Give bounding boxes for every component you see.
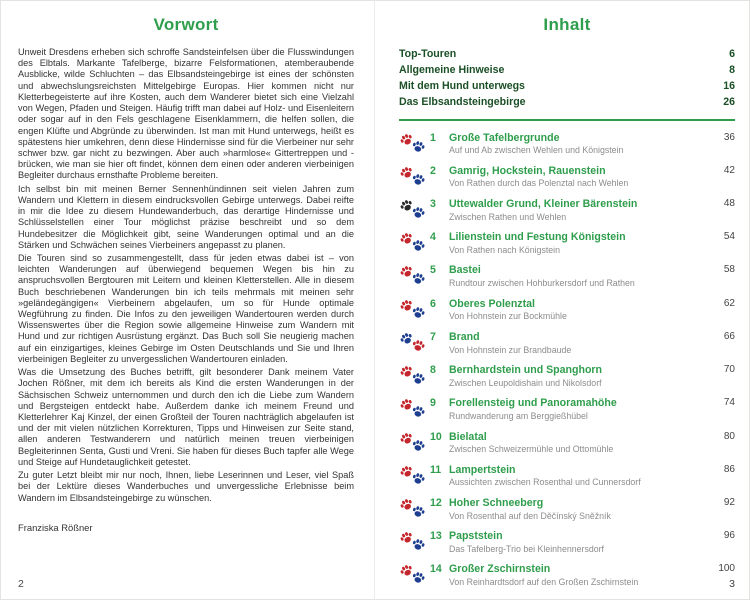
tour-subtitle: Auf und Ab zwischen Wehlen und Königstein — [449, 145, 624, 156]
tour-subtitle: Von Hohnstein zur Bockmühle — [449, 311, 567, 322]
toc-entry-das-elbsandsteingebirge[interactable] — [399, 95, 735, 111]
paw-icon — [410, 404, 426, 420]
tour-subtitle: Das Tafelberg-Trio bei Kleinhennersdorf — [449, 543, 605, 554]
vorwort-paragraph: Was die Umsetzung des Buches betrifft, gilt besonderer Dank meinem Vater Jochen Rößner, mit dem ich bereits als Kind die ersten Wanderungen in der Sächsischen Schweiz unternommen und durch den ich die Liebe zum Wandern und Bergsteigen entdeckt habe. Außerdem danke ich meinem Freund und Kletterlehrer Kaj Kinzel, der einen Großteil der Touren nachträglich abgelaufen ist und der mit vielen nützlichen Korrekturen, Tipps und Hinweisen zur Seite stand, allen anderen Testwanderern und natürlich meinen treuen vierbeinigen Begleiterinnen Senta, Gusti und Vreni. Sie haben für dieses Buch tapfer alle Wege und Steige auf Hundetauglichkeit getestet. — [18, 367, 354, 467]
difficulty-paw-icons — [399, 563, 430, 586]
tour-title: Bernhardstein und Spanghorn — [449, 364, 603, 377]
paw-icon — [410, 171, 426, 187]
toc-tour-item-2[interactable] — [399, 165, 735, 189]
tour-title: Papststein — [449, 530, 503, 543]
paw-icon — [410, 503, 426, 519]
page-number-right: 3 — [729, 578, 735, 590]
toc-entry-top-touren[interactable] — [399, 47, 735, 63]
toc-tour-item-7[interactable] — [399, 331, 735, 355]
toc-tour-item-14[interactable] — [399, 563, 735, 587]
toc-tour-item-10[interactable] — [399, 431, 735, 455]
difficulty-paw-icons — [399, 497, 430, 520]
vorwort-paragraph: Zu guter Letzt bleibt mir nur noch, Ihnen, liebe Leserinnen und Leser, viel Spaß bei der Lektüre dieses Wanderbuches und unvergessliche Erlebnisse beim Wandern im Elbsandsteingebirge zu wünschen. — [18, 470, 354, 503]
paw-icon — [410, 238, 426, 254]
toc-tour-item-12[interactable] — [399, 497, 735, 521]
tour-subtitle: Aussichten zwischen Rosenthal und Cunnersdorf — [449, 477, 641, 488]
paw-icon — [410, 570, 426, 586]
difficulty-paw-icons — [399, 264, 430, 287]
tour-number: 10 — [430, 430, 442, 443]
toc-entry-page: 8 — [729, 63, 735, 76]
tour-subtitle: Rundwanderung am Berggießhübel — [449, 410, 588, 421]
toc-entry-page: 26 — [723, 95, 735, 108]
toc-tour-item-4[interactable] — [399, 231, 735, 255]
tour-page-number: 86 — [723, 463, 735, 475]
vorwort-paragraph: Ich selbst bin mit meinen Berner Sennenhündinnen seit vielen Jahren zum Wandern und Klettern in diesem eindrucksvollen Gebirge unterwegs. Dabei reifte in mir die Idee zu diesem Hundewanderbuch, das derartige Hindernisse und Schlüsselstellen einer Tour möglichst präzise beschreibt und so dem Hundebesitzer die Möglichkeit gibt, seine Wanderungen optimal und an die Stärken und Schwächen seines Vierbeiners angepasst zu planen. — [18, 183, 354, 250]
tour-page-number: 70 — [723, 364, 735, 376]
tour-title: Bastei — [449, 264, 481, 277]
page-inhalt — [375, 0, 750, 600]
difficulty-paw-icons — [399, 231, 430, 254]
toc-tour-item-9[interactable] — [399, 397, 735, 421]
tour-number: 4 — [430, 231, 436, 244]
tour-subtitle: Von Rathen durch das Polenztal nach Wehlen — [449, 178, 629, 189]
difficulty-paw-icons — [399, 431, 430, 454]
difficulty-paw-icons — [399, 198, 430, 221]
paw-icon — [410, 437, 426, 453]
vorwort-title: Vorwort — [153, 15, 219, 34]
paw-icon — [410, 271, 426, 287]
tour-page-number: 62 — [723, 297, 735, 309]
tour-title: Große Tafelbergrunde — [449, 131, 560, 144]
tour-page-number: 80 — [723, 430, 735, 442]
paw-icon — [410, 371, 426, 387]
toc-tour-item-8[interactable] — [399, 364, 735, 388]
vorwort-body — [18, 47, 354, 504]
tour-page-number: 100 — [718, 563, 735, 575]
tour-subtitle: Zwischen Schweizermühle und Ottomühle — [449, 444, 614, 455]
tour-title: Hoher Schneeberg — [449, 496, 544, 509]
paw-icon — [410, 470, 426, 486]
tour-title: Brand — [449, 330, 480, 343]
tour-number: 3 — [430, 198, 436, 210]
green-divider — [399, 119, 735, 121]
author-signature: Franziska Rößner — [18, 521, 93, 533]
paw-icon — [410, 337, 426, 353]
toc-tour-item-11[interactable] — [399, 464, 735, 488]
difficulty-paw-icons — [399, 364, 430, 387]
tour-number: 11 — [430, 463, 442, 476]
tour-subtitle: Zwischen Leupoldishain und Nikolsdorf — [449, 377, 602, 388]
tour-list — [399, 132, 735, 588]
tour-title: Bielatal — [449, 430, 487, 443]
vorwort-paragraph: Die Touren sind so zusammengestellt, dass für jeden etwas dabei ist – von leichten Wanderungen auf überwiegend bequemen Wegen bis hin zu anspruchsvollen Bergtouren mit Leitern und kleinen Kletterstellen. Alle in diesem Buch beschriebenen Wanderungen bin ich teils mehrmals mit meinen sehr »geländegängigen« Vierbeinern abgelaufen, um so für Hunde optimale Wegführung zu finden. Die Infos zu den jeweiligen Wandertouren werden durch Wissenswertes über die Region sowie allgemeine Hinweise zum Wandern mit Hund und zur richtigen Ausrüstung ergänzt. Das Buch soll Sie neugierig machen auf ein einzigartiges, kleines Gebirge im Osten Deutschlands und Sie und Ihren vierbeinigen Begleiter zu unvergesslichen Wandertouren einladen. — [18, 252, 354, 364]
toc-entry-page: 6 — [729, 48, 735, 60]
difficulty-paw-icons — [399, 530, 430, 553]
toc-entry-label: Das Elbsandsteingebirge — [399, 95, 526, 108]
tour-title: Großer Zschirnstein — [449, 563, 551, 576]
toc-tour-item-3[interactable] — [399, 198, 735, 222]
tour-page-number: 66 — [723, 330, 735, 342]
paw-icon — [410, 138, 426, 154]
paw-icon — [410, 204, 426, 220]
difficulty-paw-icons — [399, 331, 430, 354]
tour-number: 9 — [430, 397, 436, 410]
tour-page-number: 96 — [723, 530, 735, 542]
paw-icon — [410, 304, 426, 320]
tour-number: 6 — [430, 297, 436, 310]
tour-page-number: 48 — [723, 198, 735, 209]
tour-title: Oberes Polenztal — [449, 297, 535, 310]
tour-title: Uttewalder Grund, Kleiner Bärenstein — [449, 198, 638, 210]
tour-page-number: 58 — [723, 264, 735, 276]
tour-number: 8 — [430, 364, 436, 377]
toc-entry-label: Top-Touren — [399, 48, 457, 60]
toc-tour-item-5[interactable] — [399, 264, 735, 288]
vorwort-paragraph: Unweit Dresdens erheben sich schroffe Sandsteinfelsen über die Flusswindungen des Elbtals. Markante Tafelberge, bizarre Felsformationen, atemberaubende Ausblicke, wilde Schluchten – das Elbsandsteingebirge ist eines der schönsten und abwechslungsreichsten Mittelgebirge Europas. Hier kommen nicht nur Kletterbegeisterte auf ihre Kosten, auch dem Wanderer bietet sich eine Vielzahl von Wegen, Pfaden und Steigen. Häufig trifft man dabei auf Holz- und Eisenleitern oder sogar auf in den Fels geschlagene Eisenklammern, die helfen sollen, die engen Klüfte und Abgründe zu überwinden. Ist man mit Hund unterwegs, heißt es spätestens hier umkehren, denn diese Hindernisse sind für die Vierbeiner nur sehr schwer bzw. gar nicht zu bezwingen. Aber auch »harmlose« Gittertreppen und -brücken, wie man sie hier oft findet, können dem einen oder anderen vierbeinigen Begleiter durchaus ernsthafte Probleme bereiten. — [18, 47, 354, 181]
toc-tour-item-13[interactable] — [399, 530, 735, 554]
difficulty-paw-icons — [399, 298, 430, 321]
toc-tour-item-1[interactable] — [399, 132, 735, 156]
tour-number: 7 — [430, 330, 436, 343]
inhalt-title: Inhalt — [543, 15, 591, 34]
tour-subtitle: Von Reinhardtsdorf auf den Großen Zschirnstein — [449, 577, 639, 588]
toc-tour-item-6[interactable] — [399, 298, 735, 322]
tour-title: Gamrig, Hockstein, Rauenstein — [449, 164, 606, 177]
tour-subtitle: Rundtour zwischen Hohburkersdorf und Rathen — [449, 278, 635, 289]
toc-entry-page: 16 — [723, 79, 735, 92]
front-matter-list — [399, 47, 735, 111]
tour-number: 13 — [430, 530, 442, 543]
page-number-left: 2 — [18, 578, 24, 590]
tour-page-number: 42 — [723, 164, 735, 176]
tour-page-number: 74 — [723, 397, 735, 409]
tour-subtitle: Von Rathen nach Königstein — [449, 244, 561, 255]
tour-subtitle: Von Rosenthal auf den Děčínský Sněžník — [449, 510, 611, 521]
tour-number: 5 — [430, 264, 436, 277]
difficulty-paw-icons — [399, 464, 430, 487]
tour-number: 14 — [430, 563, 442, 576]
tour-number: 2 — [430, 164, 436, 177]
tour-page-number: 36 — [723, 131, 735, 143]
difficulty-paw-icons — [399, 165, 430, 188]
tour-title: Forellensteig und Panoramahöhe — [449, 397, 617, 410]
difficulty-paw-icons — [399, 397, 430, 420]
tour-title: Lilienstein und Festung Königstein — [449, 231, 626, 244]
paw-icon — [410, 537, 426, 553]
tour-number: 1 — [430, 131, 436, 144]
difficulty-paw-icons — [399, 132, 430, 155]
toc-entry-allgemeine-hinweise[interactable] — [399, 63, 735, 79]
tour-number: 12 — [430, 496, 442, 509]
tour-page-number: 54 — [723, 231, 735, 243]
tour-page-number: 92 — [723, 496, 735, 508]
toc-entry-mit-dem-hund-unterwegs[interactable] — [399, 79, 735, 95]
tour-title: Lampertstein — [449, 463, 516, 476]
tour-subtitle: Zwischen Rathen und Wehlen — [449, 211, 567, 222]
toc-entry-label: Allgemeine Hinweise — [399, 63, 505, 76]
toc-entry-label: Mit dem Hund unterwegs — [399, 79, 525, 92]
tour-subtitle: Von Hohnstein zur Brandbaude — [449, 344, 572, 355]
